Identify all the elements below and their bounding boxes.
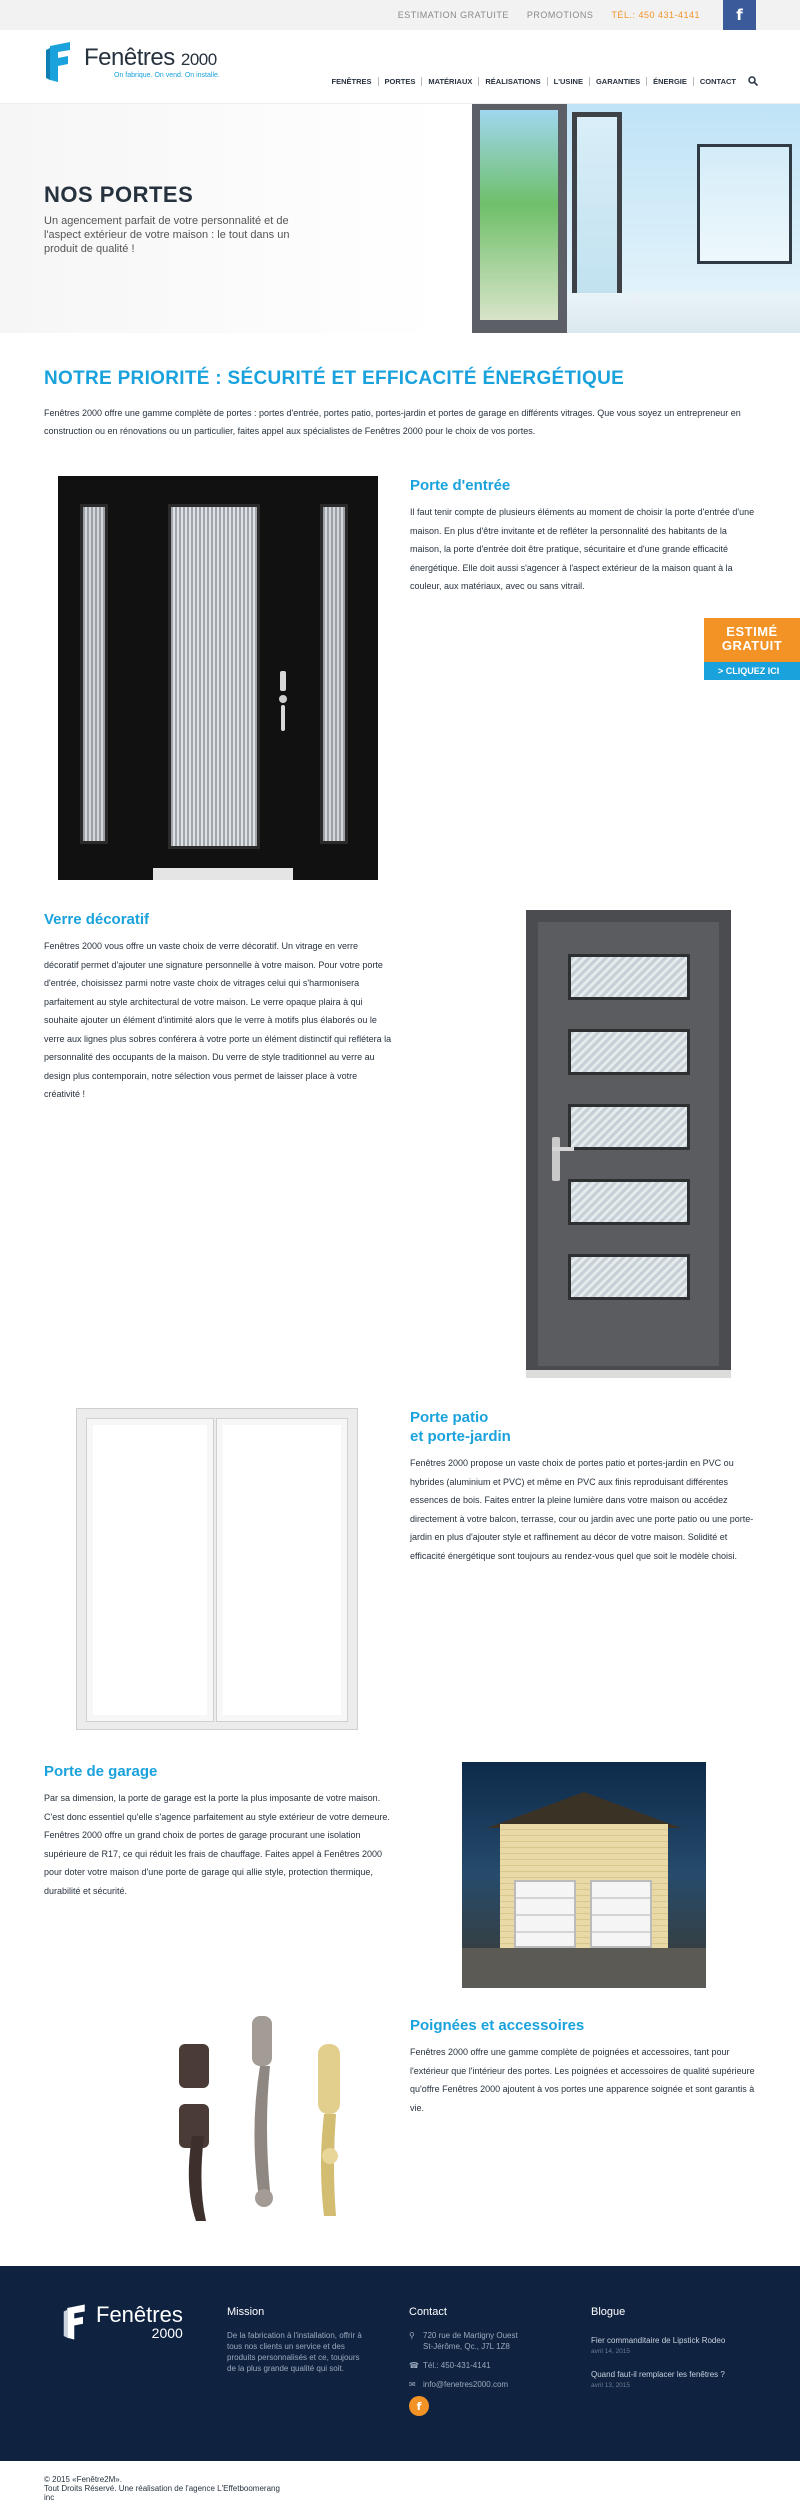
phone-link[interactable]: TÉL.: 450 431-4141 [611, 10, 700, 20]
copyright-line3: inc [44, 2493, 55, 2502]
nav-item-portes[interactable]: PORTES [379, 77, 423, 86]
nav-item-usine[interactable]: L'USINE [548, 77, 590, 86]
header [0, 30, 800, 104]
blog-title: Blogue [591, 2306, 626, 2318]
handles-text: Fenêtres 2000 offre une gamme complète de poignées et accessoires, tant pour l'extérieur que l'intérieur des portes. Les poignées et accessoires de qualité supérieure qu'offre Fenêtres 2000 ajoutent à vos portes une apparence soignée et sont garantis à vie. [410, 2047, 755, 2113]
entry-door-text: Il faut tenir compte de plusieurs éléments au moment de choisir la porte d'entrée d'une maison. En plus d'être invitante et de refléter la personnalité des habitants de la maison, la porte d'entrée doit être pratique, sécuritaire et d'une grande efficacité énergétique. Elle doit aussi s'agencer à l'aspect extérieur de la maison quant à la couleur, aux matériaux, avec ou sans vitrail. [410, 507, 755, 591]
estimate-line1: ESTIMÉ [726, 624, 778, 639]
intro-text: Fenêtres 2000 offre une gamme complète de portes : portes d'entrée, portes patio, portes-jardin et portes de garage en différents vitrages. Que vous soyez un entrepreneur en construction ou en rénovations ou un particulier, faites appel aux spécialistes de Fenêtres 2000 pour le choix de vos portes. [44, 408, 741, 436]
patio-door-title-line2: et porte-jardin [410, 1428, 511, 1445]
section-handles [44, 2016, 756, 2236]
handles-title: Poignées et accessoires [410, 2017, 585, 2034]
blog-post-date: avril 14, 2015 [591, 2348, 631, 2355]
location-icon: ⚲ [409, 2331, 415, 2340]
search-icon[interactable] [748, 76, 758, 86]
patio-door-text: Fenêtres 2000 propose un vaste choix de portes patio et portes-jardin en PVC ou hybrides (aluminium et PVC) et même en PVC aux finis reproduisant différentes essences de bois. Faites entrer la pleine lumière dans votre maison ou accédez directement à votre balcon, terrasse, cour ou jardin avec une porte patio ou une porte-jardin en plus d'ajouter style et raffinement au décor de votre maison. Solidité et efficacité énergétique sont toujours au rendez-vous quel que soit le modèle choisi. [410, 1458, 754, 1561]
nav-item-fenetres[interactable]: FENÊTRES [325, 77, 378, 86]
decorative-glass-text: Fenêtres 2000 vous offre un vaste choix de verre décoratif. Un vitrage en verre décoratif permet d'ajouter une signature personnelle à votre maison. Pour votre porte d'entrée, choisissez parmi notre vaste choix de vitrages celui qui s'harmonisera parfaitement au style architectural de votre maison. Le verre opaque plaira à qui souhaite ajouter un élément d'intimité alors que le verre à motifs plus élaborés ou le verre aux lignes plus sobres conférera à votre porte un élément distinctif qui reflétera la personnalité des occupants de la maison. Du verre de style traditionnel au verre au design plus contemporain, notre sélection vous permet de laisser place à votre créativité ! [44, 941, 392, 1099]
section-entry-door [44, 476, 756, 880]
footer-logo-name: Fenêtres [96, 2302, 183, 2327]
blog-post-title[interactable]: Quand faut-il remplacer les fenêtres ? [591, 2370, 725, 2379]
section-garage-door [44, 1762, 756, 1988]
garage-photo [462, 1762, 706, 1988]
footer-blog [591, 2306, 751, 2398]
footer-logo[interactable] [62, 2304, 183, 2345]
nav-item-materiaux[interactable]: MATÉRIAUX [422, 77, 479, 86]
hero-subtitle: Un agencement parfait de votre personnalité et de l'aspect extérieur de votre maison : le tout dans un produit de qualité ! [44, 215, 290, 255]
promotions-link[interactable]: PROMOTIONS [526, 10, 594, 20]
free-estimate-badge[interactable] [704, 618, 800, 680]
email-icon: ✉ [409, 2380, 416, 2389]
nav-item-contact[interactable]: CONTACT [699, 76, 736, 86]
garage-door-title: Porte de garage [44, 1763, 158, 1780]
address-line2: St-Jérôme, Qc., J7L 1Z8 [423, 2342, 510, 2351]
hero-photo [472, 104, 800, 333]
gray-door-photo [526, 910, 731, 1378]
nav-item-energie[interactable]: ÉNERGIE [647, 77, 694, 86]
footer [0, 2266, 800, 2461]
estimate-line2: GRATUIT [721, 638, 783, 653]
main-content [0, 368, 800, 2266]
entry-door-photo [58, 476, 378, 880]
copyright-line2[interactable]: Tout Droits Réservé. Une réalisation de l'agence L'Effetboomerang [44, 2484, 280, 2493]
top-bar [0, 0, 800, 30]
copyright-line1: © 2015 «Fenêtre2M». [44, 2475, 122, 2484]
section-title: NOTRE PRIORITÉ : SÉCURITÉ ET EFFICACITÉ ÉNERGÉTIQUE [44, 368, 625, 389]
blog-post-date: avril 13, 2015 [591, 2382, 631, 2389]
section-patio-door [44, 1408, 756, 1730]
hero-banner [0, 104, 800, 333]
top-links [398, 0, 700, 30]
footer-facebook-icon[interactable]: f [409, 2396, 429, 2416]
handles-photo [124, 2016, 354, 2236]
footer-mission [227, 2306, 367, 2374]
nav-item-realisations[interactable]: RÉALISATIONS [479, 77, 547, 86]
address-line1: 720 rue de Martigny Ouest [423, 2331, 518, 2340]
page-title: NOS PORTES [44, 182, 194, 207]
contact-title: Contact [409, 2306, 447, 2318]
mission-text: De la fabrication à l'installation, offrir à tous nos clients un service et des produits personnalisés et ce, toujours de la plus grande qualité qui soit. [227, 2331, 362, 2373]
estimation-link[interactable]: ESTIMATION GRATUITE [397, 10, 509, 20]
footer-logo-number: 2000 [151, 2325, 183, 2341]
logo-mark-icon [44, 42, 76, 82]
mission-title: Mission [227, 2306, 265, 2318]
estimate-cta[interactable]: > CLIQUEZ ICI [704, 662, 800, 680]
facebook-icon[interactable]: f [723, 0, 756, 30]
section-decorative-glass [44, 910, 756, 1378]
nav-item-garanties[interactable]: GARANTIES [590, 77, 647, 86]
footer-contact [409, 2306, 549, 2398]
logo-tagline: On fabrique. On vend. On installe. [114, 71, 220, 79]
footer-phone[interactable]: Tél.: 450-431-4141 [423, 2361, 491, 2370]
footer-email[interactable]: info@fenetres2000.com [423, 2380, 509, 2389]
blog-post-title[interactable]: Fier commanditaire de Lipstick Rodeo [591, 2336, 726, 2345]
footer-logo-mark-icon [62, 2304, 90, 2345]
decorative-glass-title: Verre décoratif [44, 911, 150, 928]
patio-door-photo [76, 1408, 358, 1730]
logo[interactable] [44, 42, 220, 82]
logo-number: 2000 [180, 49, 217, 69]
garage-door-text: Par sa dimension, la porte de garage est la porte la plus imposante de votre maison. C'est donc essentiel qu'elle s'agence parfaitement au style extérieur de votre demeure. Fenêtres 2000 offre un grand choix de portes de garage procurant une isolation supérieure de R17, ce qui réduit les frais de chauffage. Faites appel à Fenêtres 2000 pour doter votre maison d'une porte de garage qui allie style, protection thermique, durabilité et sécurité. [44, 1793, 390, 1896]
entry-door-title: Porte d'entrée [410, 477, 511, 494]
patio-door-title-line1: Porte patio [410, 1409, 489, 1426]
phone-icon: ☎ [409, 2361, 419, 2370]
logo-name: Fenêtres [84, 43, 175, 71]
main-nav [325, 76, 758, 86]
